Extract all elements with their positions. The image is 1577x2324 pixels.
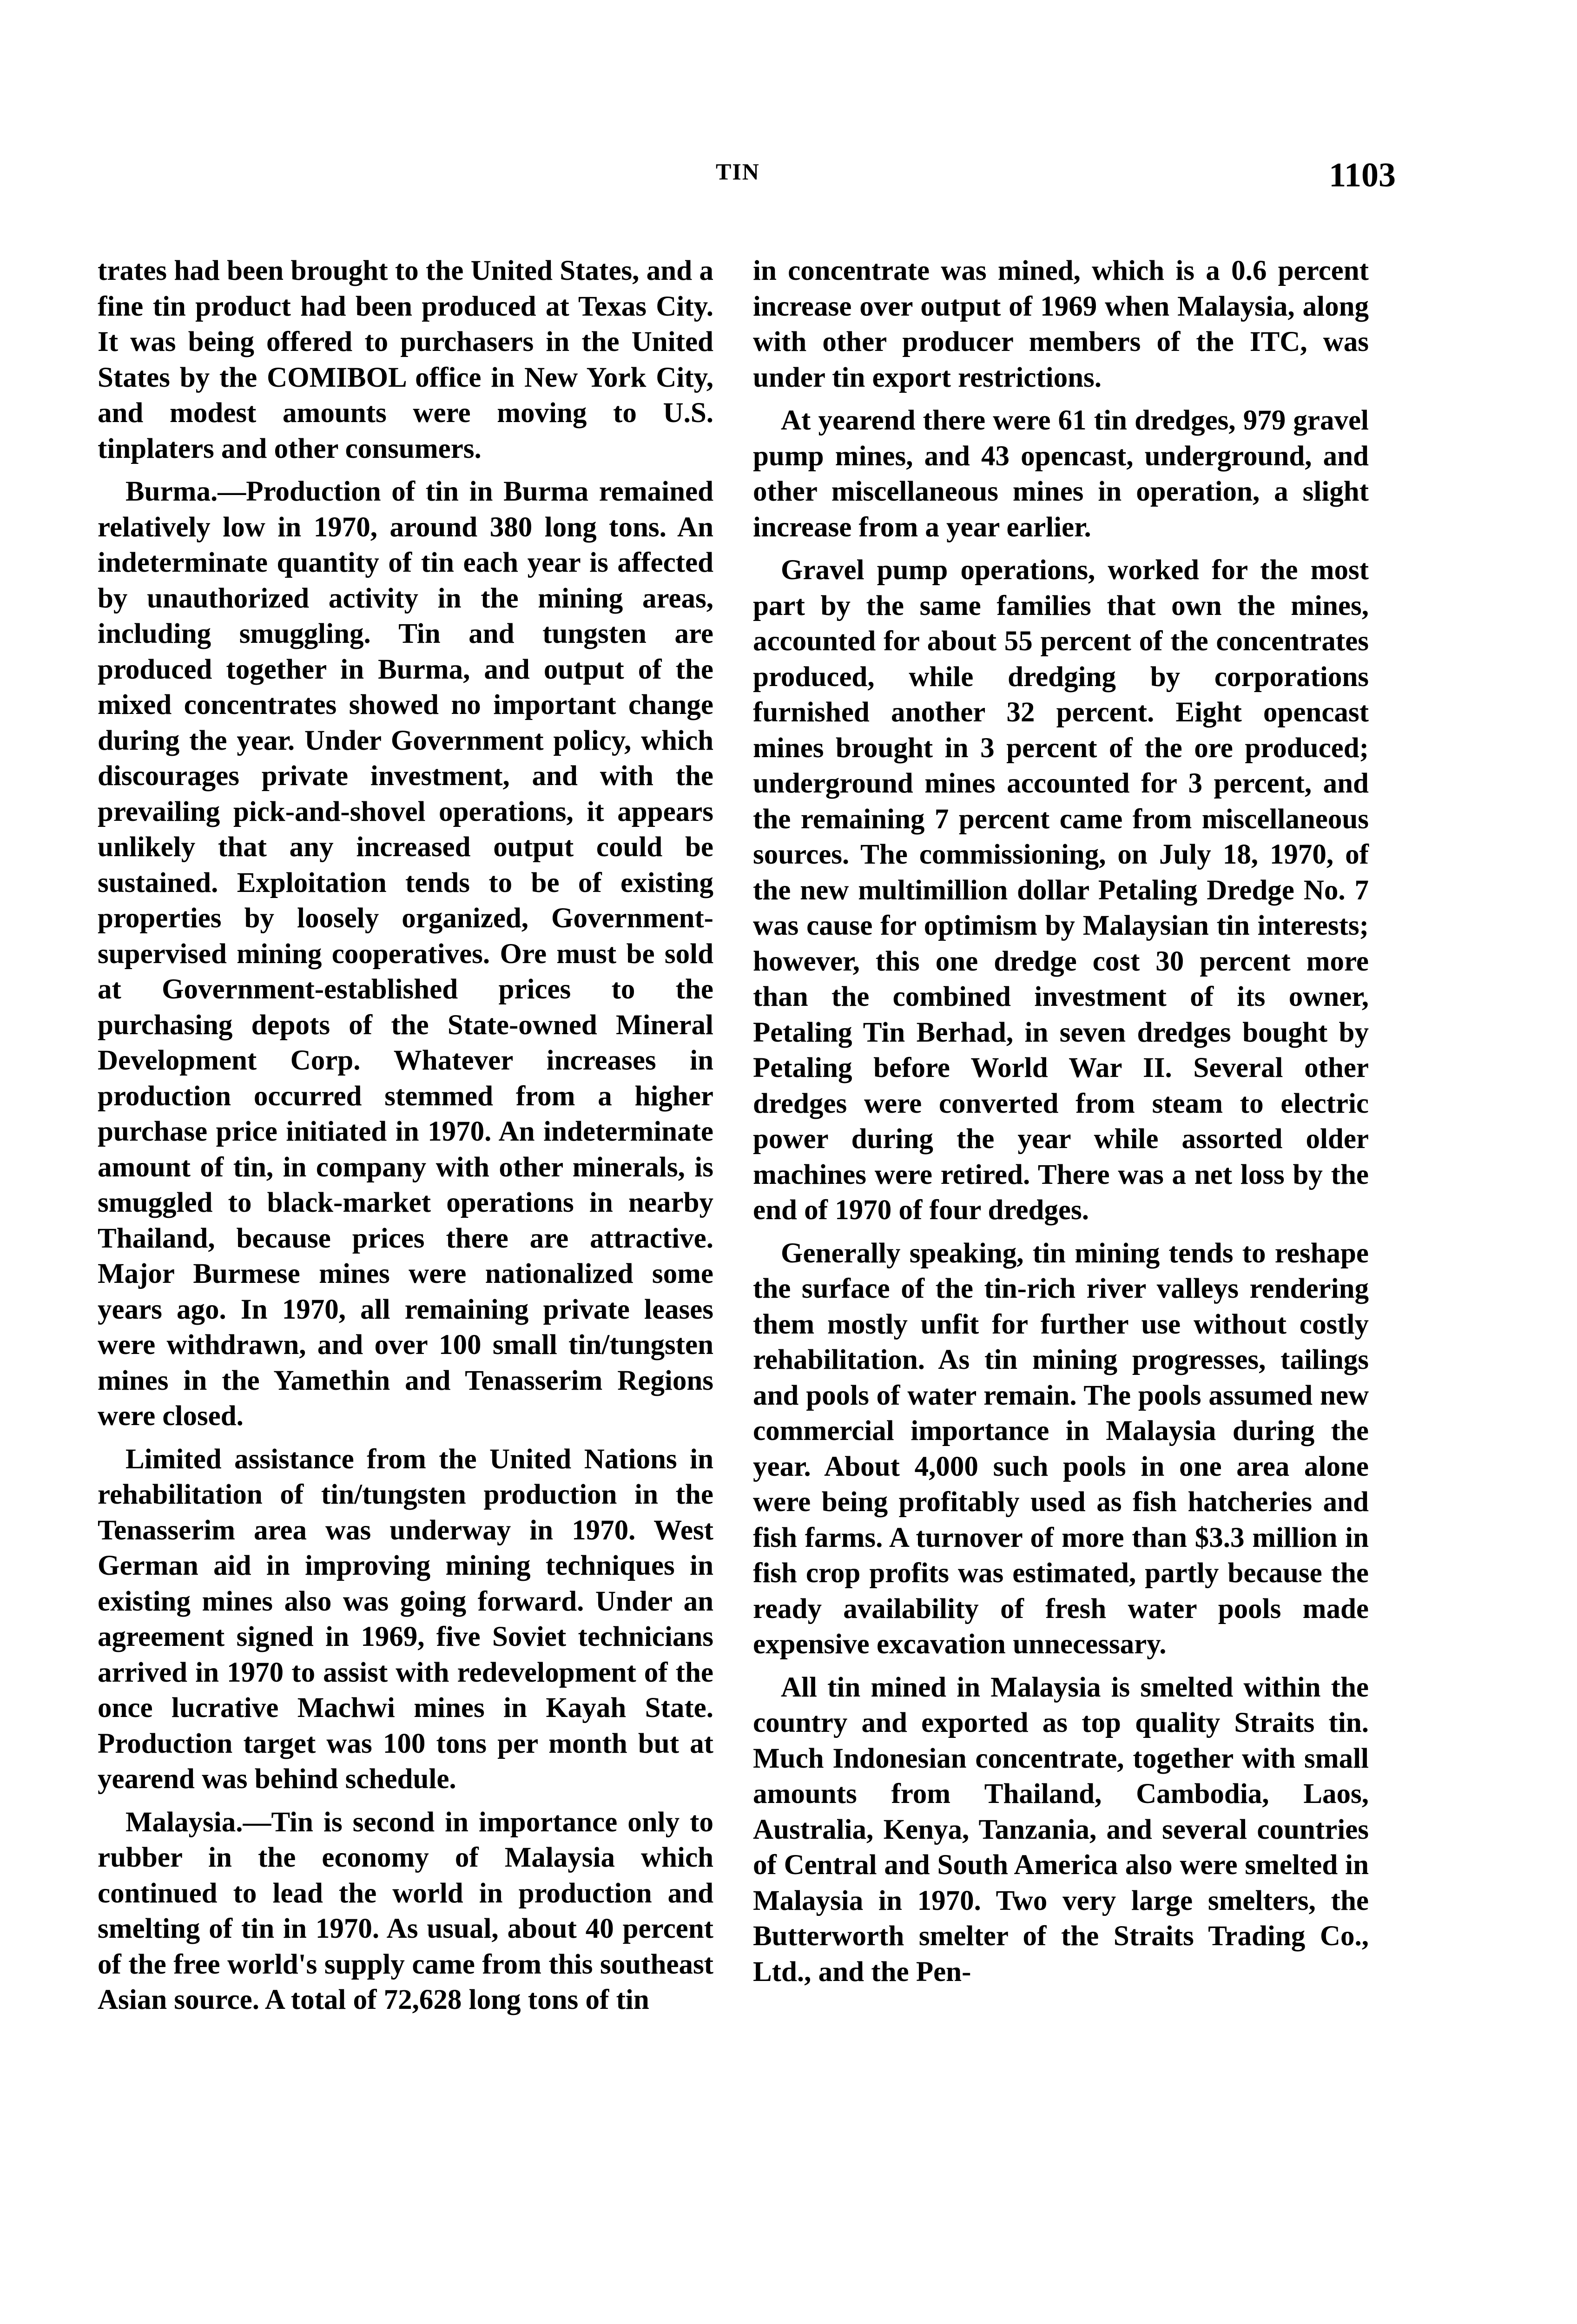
malaysia-text: —Tin is second in importance only to rubber in the economy of Malaysia which continued to lead the world in production and smelting of tin in 1970. As usual, about 40 percent of the free world's supply came from this southeast Asian source. A total of 72,628 long tons of tin [98, 1806, 713, 2015]
paragraph-malaysia [98, 1805, 713, 2018]
malaysia-heading: Malaysia. [125, 1806, 243, 1838]
burma-text: —Production of tin in Burma remained relatively low in 1970, around 380 long tons. An indeterminate quantity of tin each year is affected by unauthorized activity in the mining areas, including smuggling. Tin and tungsten are produced together in Burma, and output of the mixed concentrates showed no important change during the year. Under Government policy, which discourages private investment, and with the prevailing pick-and-shovel operations, it appears unlikely that any increased output could be sustained. Exploitation tends to be of existing properties by loosely organized, Government-supervised mining cooperatives. Ore must be sold at Government-established prices to the purchasing depots of the State-owned Mineral Development Corp. Whatever increases in production occurred stemmed from a higher purchase price initiated in 1970. An indeterminate amount of tin, in company with other minerals, is smuggled to black-market operations in nearby Thailand, because prices there are attractive. Major Burmese mines were nationalized some years ago. In 1970, all remaining private leases were withdrawn, and over 100 small tin/tungsten mines in the Yamethin and Tenasserim Regions were closed. [98, 476, 713, 1432]
right-column [753, 253, 1369, 1997]
paragraph-un-assistance: Limited assistance from the United Nations in rehabilitation of tin/tungsten production in the Tenasserim area was underway in 1970. West German aid in improving mining techniques in existing mines also was going forward. Under an agreement signed in 1969, five Soviet technicians arrived in 1970 to assist with redevelopment of the once lucrative Machwi mines in Kayah State. Production target was 100 tons per month but at yearend was behind schedule. [98, 1443, 713, 1795]
paragraph-concentrate-output: in concentrate was mined, which is a 0.6 percent increase over output of 1969 when Malaysia, along with other producer members of the ITC, was under tin export restrictions. [753, 255, 1369, 393]
left-column [98, 253, 713, 2026]
page-number: 1103 [1329, 156, 1396, 194]
burma-heading: Burma. [125, 476, 218, 507]
paragraph-smelting: All tin mined in Malaysia is smelted within the country and exported as top quality Straits tin. Much Indonesian concentrate, together with small amounts from Thailand, Cambodia, Laos, Australia, Kenya, Tanzania, and several countries of Central and South America also were smelted in Malaysia in 1970. Two very large smelters, the Butterworth smelter of the Straits Trading Co., Ltd., and the Pen- [753, 1671, 1369, 1987]
paragraph-gravel-pump: Gravel pump operations, worked for the most part by the same families that own the mines, accounted for about 55 percent of the concentrates produced, while dredging by corporations furnished another 32 percent. Eight opencast mines brought in 3 percent of the ore produced; underground mines accounted for 3 percent, and the remaining 7 percent came from miscellaneous sources. The commissioning, on July 18, 1970, of the new multimillion dollar Petaling Dredge No. 7 was cause for optimism by Malaysian tin interests; however, this one dredge cost 30 percent more than the combined investment of its owner, Petaling Tin Berhad, in seven dredges bought by Petaling before World War II. Several other dredges were converted from steam to electric power during the year while assorted older machines were retired. There was a net loss by the end of 1970 of four dredges. [753, 555, 1369, 1226]
paragraph-yearend-mines: At yearend there were 61 tin dredges, 979 gravel pump mines, and 43 opencast, underground, and other miscellaneous mines in operation, a slight increase from a year earlier. [753, 405, 1369, 543]
paragraph-mining-reshape: Generally speaking, tin mining tends to reshape the surface of the tin-rich river valleys rendering them mostly unfit for further use without costly rehabilitation. As tin mining progresses, tailings and pools of water remain. The pools assumed new commercial importance in Malaysia during the year. About 4,000 such pools in one area alone were being profitably used as fish hatcheries and fish farms. A turnover of more than $3.3 million in fish crop profits was estimated, partly because the ready availability of fresh water pools made expensive excavation unnecessary. [753, 1237, 1369, 1660]
running-head: TIN [716, 158, 760, 185]
paragraph-bolivia-continued: trates had been brought to the United States, and a fine tin product had been produced at Texas City. It was being offered to purchasers in the United States by the COMIBOL office in New York City, and modest amounts were moving to U.S. tinplaters and other consumers. [98, 255, 713, 464]
paragraph-burma [98, 474, 713, 1434]
